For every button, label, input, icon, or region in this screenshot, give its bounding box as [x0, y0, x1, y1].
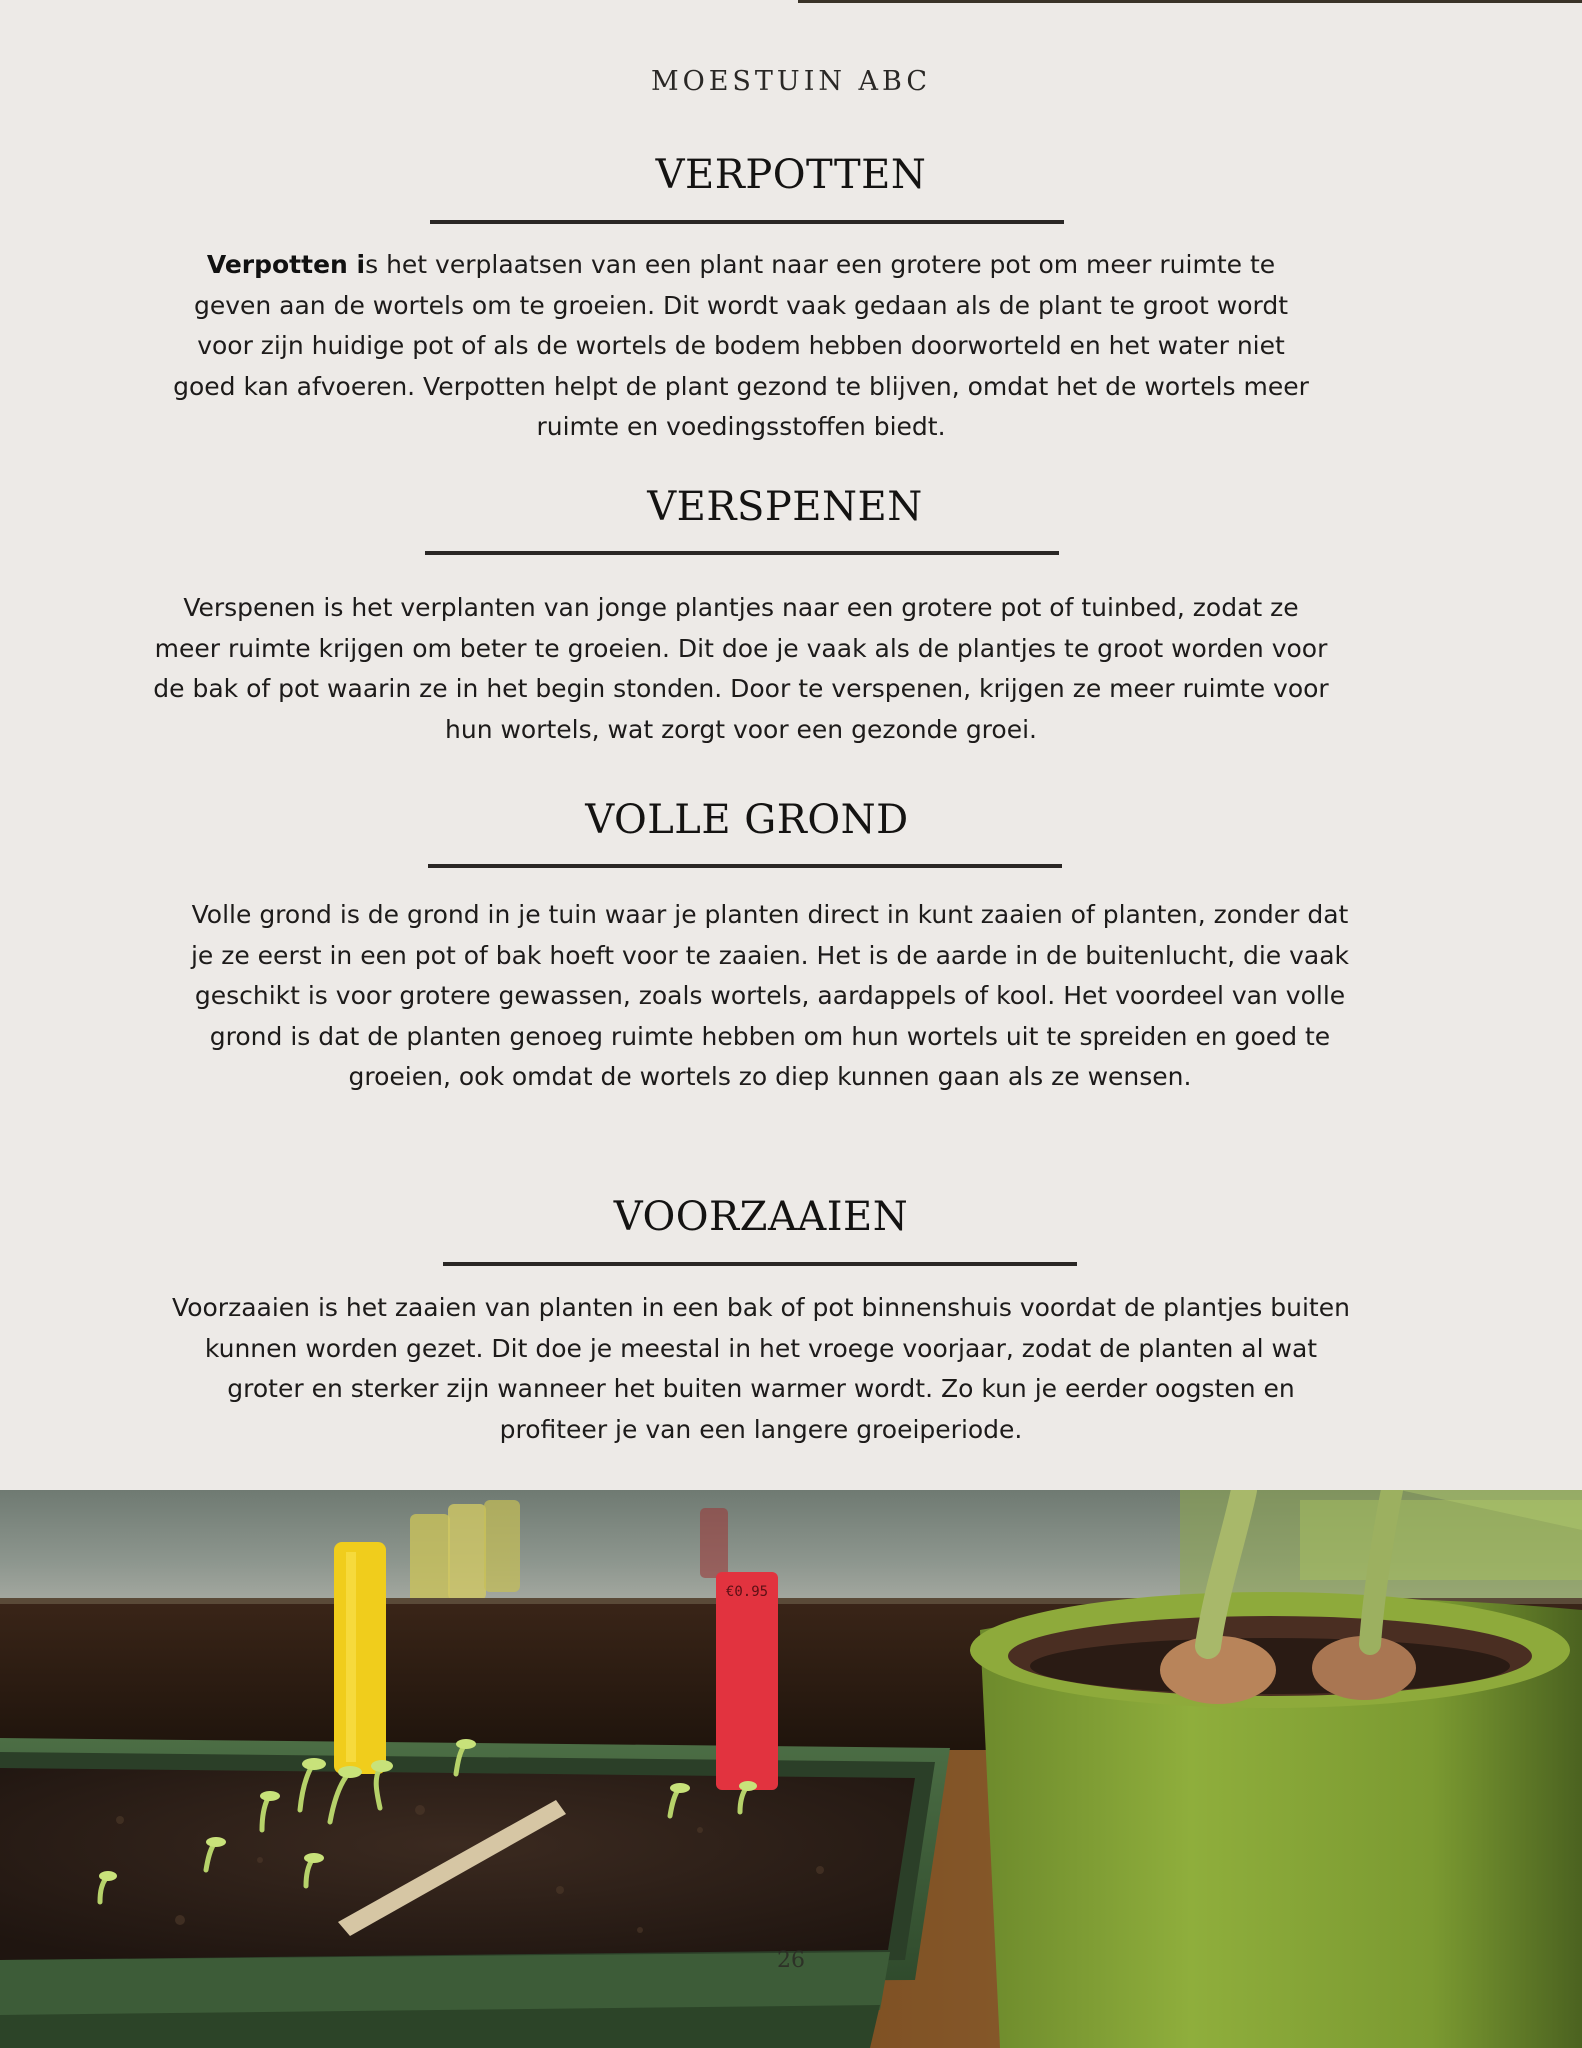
paragraph-lead-bold: Verpotten i [206, 250, 366, 279]
running-header: MOESTUIN ABC [650, 66, 932, 97]
title-underline [425, 551, 1059, 555]
section-title-verspenen: VERSPENEN [647, 484, 923, 530]
paragraph-verspenen: Verspenen is het verplanten van jonge plantjes naar een grotere pot of tuinbed, zodat ze meer ruimte krijgen om beter te groeien. Dit doe je vaak als de plantjes te groot worden voor de bak of pot waarin ze in het begin stonden. Door te verspenen, krijgen ze meer ruimte voor hun wortels, wat zorgt voor een gezonde groei. [153, 593, 1329, 744]
top-edge-strip [798, 0, 1582, 3]
paragraph-verpotten [170, 245, 1312, 448]
section-title-voorzaaien: VOORZAAIEN [613, 1194, 909, 1240]
title-underline [430, 220, 1064, 224]
section-title-volle-grond: VOLLE GROND [585, 797, 909, 843]
page-number: 26 [777, 1948, 805, 1973]
title-underline [428, 864, 1062, 868]
paragraph-volle-grond: Volle grond is de grond in je tuin waar je planten direct in kunt zaaien of planten, zonder dat je ze eerst in een pot of bak hoeft voor te zaaien. Het is de aarde in de buitenlucht, die vaak geschikt is voor grotere gewassen, zoals wortels, aardappels of kool. Het voordeel van volle grond is dat de planten genoeg ruimte hebben om hun wortels uit te spreiden en goed te groeien, ook omdat de wortels zo diep kunnen gaan als ze wensen. [190, 900, 1350, 1091]
price-tag-text: €0.95 [725, 1584, 769, 1600]
title-underline [443, 1262, 1077, 1266]
paragraph-voorzaaien: Voorzaaien is het zaaien van planten in een bak of pot binnenshuis voordat de plantjes buiten kunnen worden gezet. Dit doe je meestal in het vroege voorjaar, zodat de planten al wat groter en sterker zijn wanneer het buiten warmer wordt. Zo kun je eerder oogsten en profiteer je van een langere groeiperiode. [172, 1293, 1350, 1444]
paragraph-body: s het verplaatsen van een plant naar een grotere pot om meer ruimte te geven aan de wortels om te groeien. Dit wordt vaak gedaan als de plant te groot wordt voor zijn huidige pot of als de wortels de bodem hebben doorworteld en het water niet goed kan afvoeren. Verpotten helpt de plant gezond te blijven, omdat het de wortels meer ruimte en voedingsstoffen biedt. [173, 250, 1309, 441]
section-title-verpotten: VERPOTTEN [655, 152, 927, 198]
